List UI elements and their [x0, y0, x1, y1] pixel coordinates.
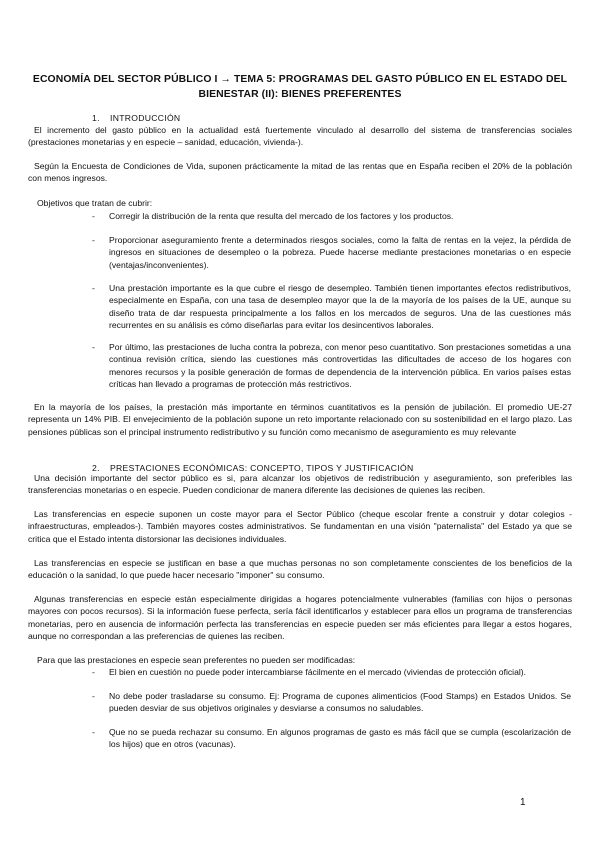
section-2-paragraph-2: Las transferencias en especie suponen un coste mayor para el Sector Público (cheque escolar frente a construir y dotar colegios - infraestructuras, empleados-). También mayores costes administrativos. Se fundamentan en una visión "paternalista" del Estado ya que se critica que el Estado intenta distorsionar las decisiones individuales. — [28, 509, 572, 544]
section-1-paragraph-3: En la mayoría de los países, la prestación más importante en términos cuantitativos es la pensión de jubilación. El promedio UE-27 representa un 14% PIB. El envejecimiento de la población supone un reto importante relacionado con su sostenibilidad en el largo plazo. Las pensiones públicas son el principal instrumento redistributivo y su función como mecanismo de aseguramiento es muy relevante — [28, 402, 572, 437]
list-item: Que no se pueda rechazar su consumo. En algunos programas de gasto es más fácil que se cumpla (escolarización de los hijos) que en otros (vacunas). — [109, 727, 571, 750]
list-item: El bien en cuestión no puede poder intercambiarse fácilmente en el mercado (viviendas de protección oficial). — [109, 667, 527, 677]
section-1-paragraph-1: El incremento del gasto público en la actualidad está fuertemente vinculado al desarrollo del sistema de transferencias sociales (prestaciones monetarias y en especie – sanidad, educación, vivienda-). — [28, 125, 572, 148]
conditions-label: Para que las prestaciones en especie sean preferentes no pueden ser modificadas: — [37, 655, 356, 665]
section-2-paragraph-1: Una decisión importante del sector público es si, para alcanzar los objetivos de redistribución y aseguramiento, son preferibles las transferencias monetarias o en especie. Pueden condicionar de manera diferente las decisiones de quienes las reciben. — [28, 473, 572, 496]
list-item-marker: - — [92, 235, 95, 245]
section-2-number: 2. — [92, 463, 100, 473]
list-item-marker: - — [92, 342, 95, 352]
objectives-label: Objetivos que tratan de cubrir: — [37, 198, 153, 208]
section-1-number: 1. — [92, 113, 100, 123]
list-item-marker: - — [92, 691, 95, 701]
list-item: No debe poder trasladarse su consumo. Ej: Programa de cupones alimenticios (Food Stamps) en Estados Unidos. Se pueden desviar de sus objetivos originales y desviarse a consumos no saludables. — [109, 691, 571, 714]
section-1-heading — [92, 112, 180, 124]
list-item-marker: - — [92, 211, 95, 221]
section-1-paragraph-2: Según la Encuesta de Condiciones de Vida, suponen prácticamente la mitad de las rentas que en España reciben el 20% de la población con menos ingresos. — [28, 161, 572, 184]
page-number: 1 — [520, 797, 526, 808]
section-2-paragraph-4: Algunas transferencias en especie están especialmente dirigidas a hogares potencialmente vulnerables (familias con hijos o personas mayores con pocos recursos). Si la información fuese perfecta, sería fácil identificarlos y establecer para ellos un programa de transferencias monetarias, pero en ausencia de información perfecta las transferencias en especie pueden ser más eficientes para llegar a estos hogares, aunque no correspondan a las preferencias de quienes las reciben. — [28, 594, 572, 642]
list-item-marker: - — [92, 667, 95, 677]
list-item-marker: - — [92, 283, 95, 293]
section-2-paragraph-3: Las transferencias en especie se justifican en base a que muchas personas no son completamente conscientes de los beneficios de la educación o la sanidad, lo que puede hacer necesario "imponer" su consumo. — [28, 558, 572, 581]
document-title: ECONOMÍA DEL SECTOR PÚBLICO I → TEMA 5: PROGRAMAS DEL GASTO PÚBLICO EN EL ESTADO DEL BIENESTAR (II): BIENES PREFERENTES — [32, 74, 568, 100]
list-item: Corregir la distribución de la renta que resulta del mercado de los factores y los productos. — [109, 211, 454, 221]
section-2-title: PRESTACIONES ECONÓMICAS: CONCEPTO, TIPOS Y JUSTIFICACIÓN — [110, 463, 414, 473]
section-1-title: INTRODUCCIÓN — [110, 113, 181, 123]
list-item: Por último, las prestaciones de lucha contra la pobreza, con menor peso cuantitativo. Son prestaciones sometidas a una continua revisión crítica, siendo las cuestiones más controvertidas las dificultades de acceso de los hogares con menores recursos y la posible generación de formas de dependencia de la intervención pública. En varios países estas críticas han llevado a programas de protección más restrictivos. — [109, 342, 571, 390]
list-item: Una prestación importante es la que cubre el riesgo de desempleo. También tienen importantes efectos redistributivos, especialmente en España, con una tasa de desempleo mayor que la de la mayoría de los países de la UE, aunque su diseño trata de dar respuesta principalmente a los fallos en los mercados de seguros. Una de las cuestiones más recurrentes en su análisis es cómo diseñarlas para evitar los desincentivos laborales. — [109, 283, 571, 331]
list-item: Proporcionar aseguramiento frente a determinados riesgos sociales, como la falta de rentas en la vejez, la pérdida de ingresos en situaciones de desempleo o la pobreza. Puede hacerse mediante prestaciones monetarias o en especie (ventajas/inconvenientes). — [109, 235, 571, 270]
list-item-marker: - — [92, 727, 95, 737]
